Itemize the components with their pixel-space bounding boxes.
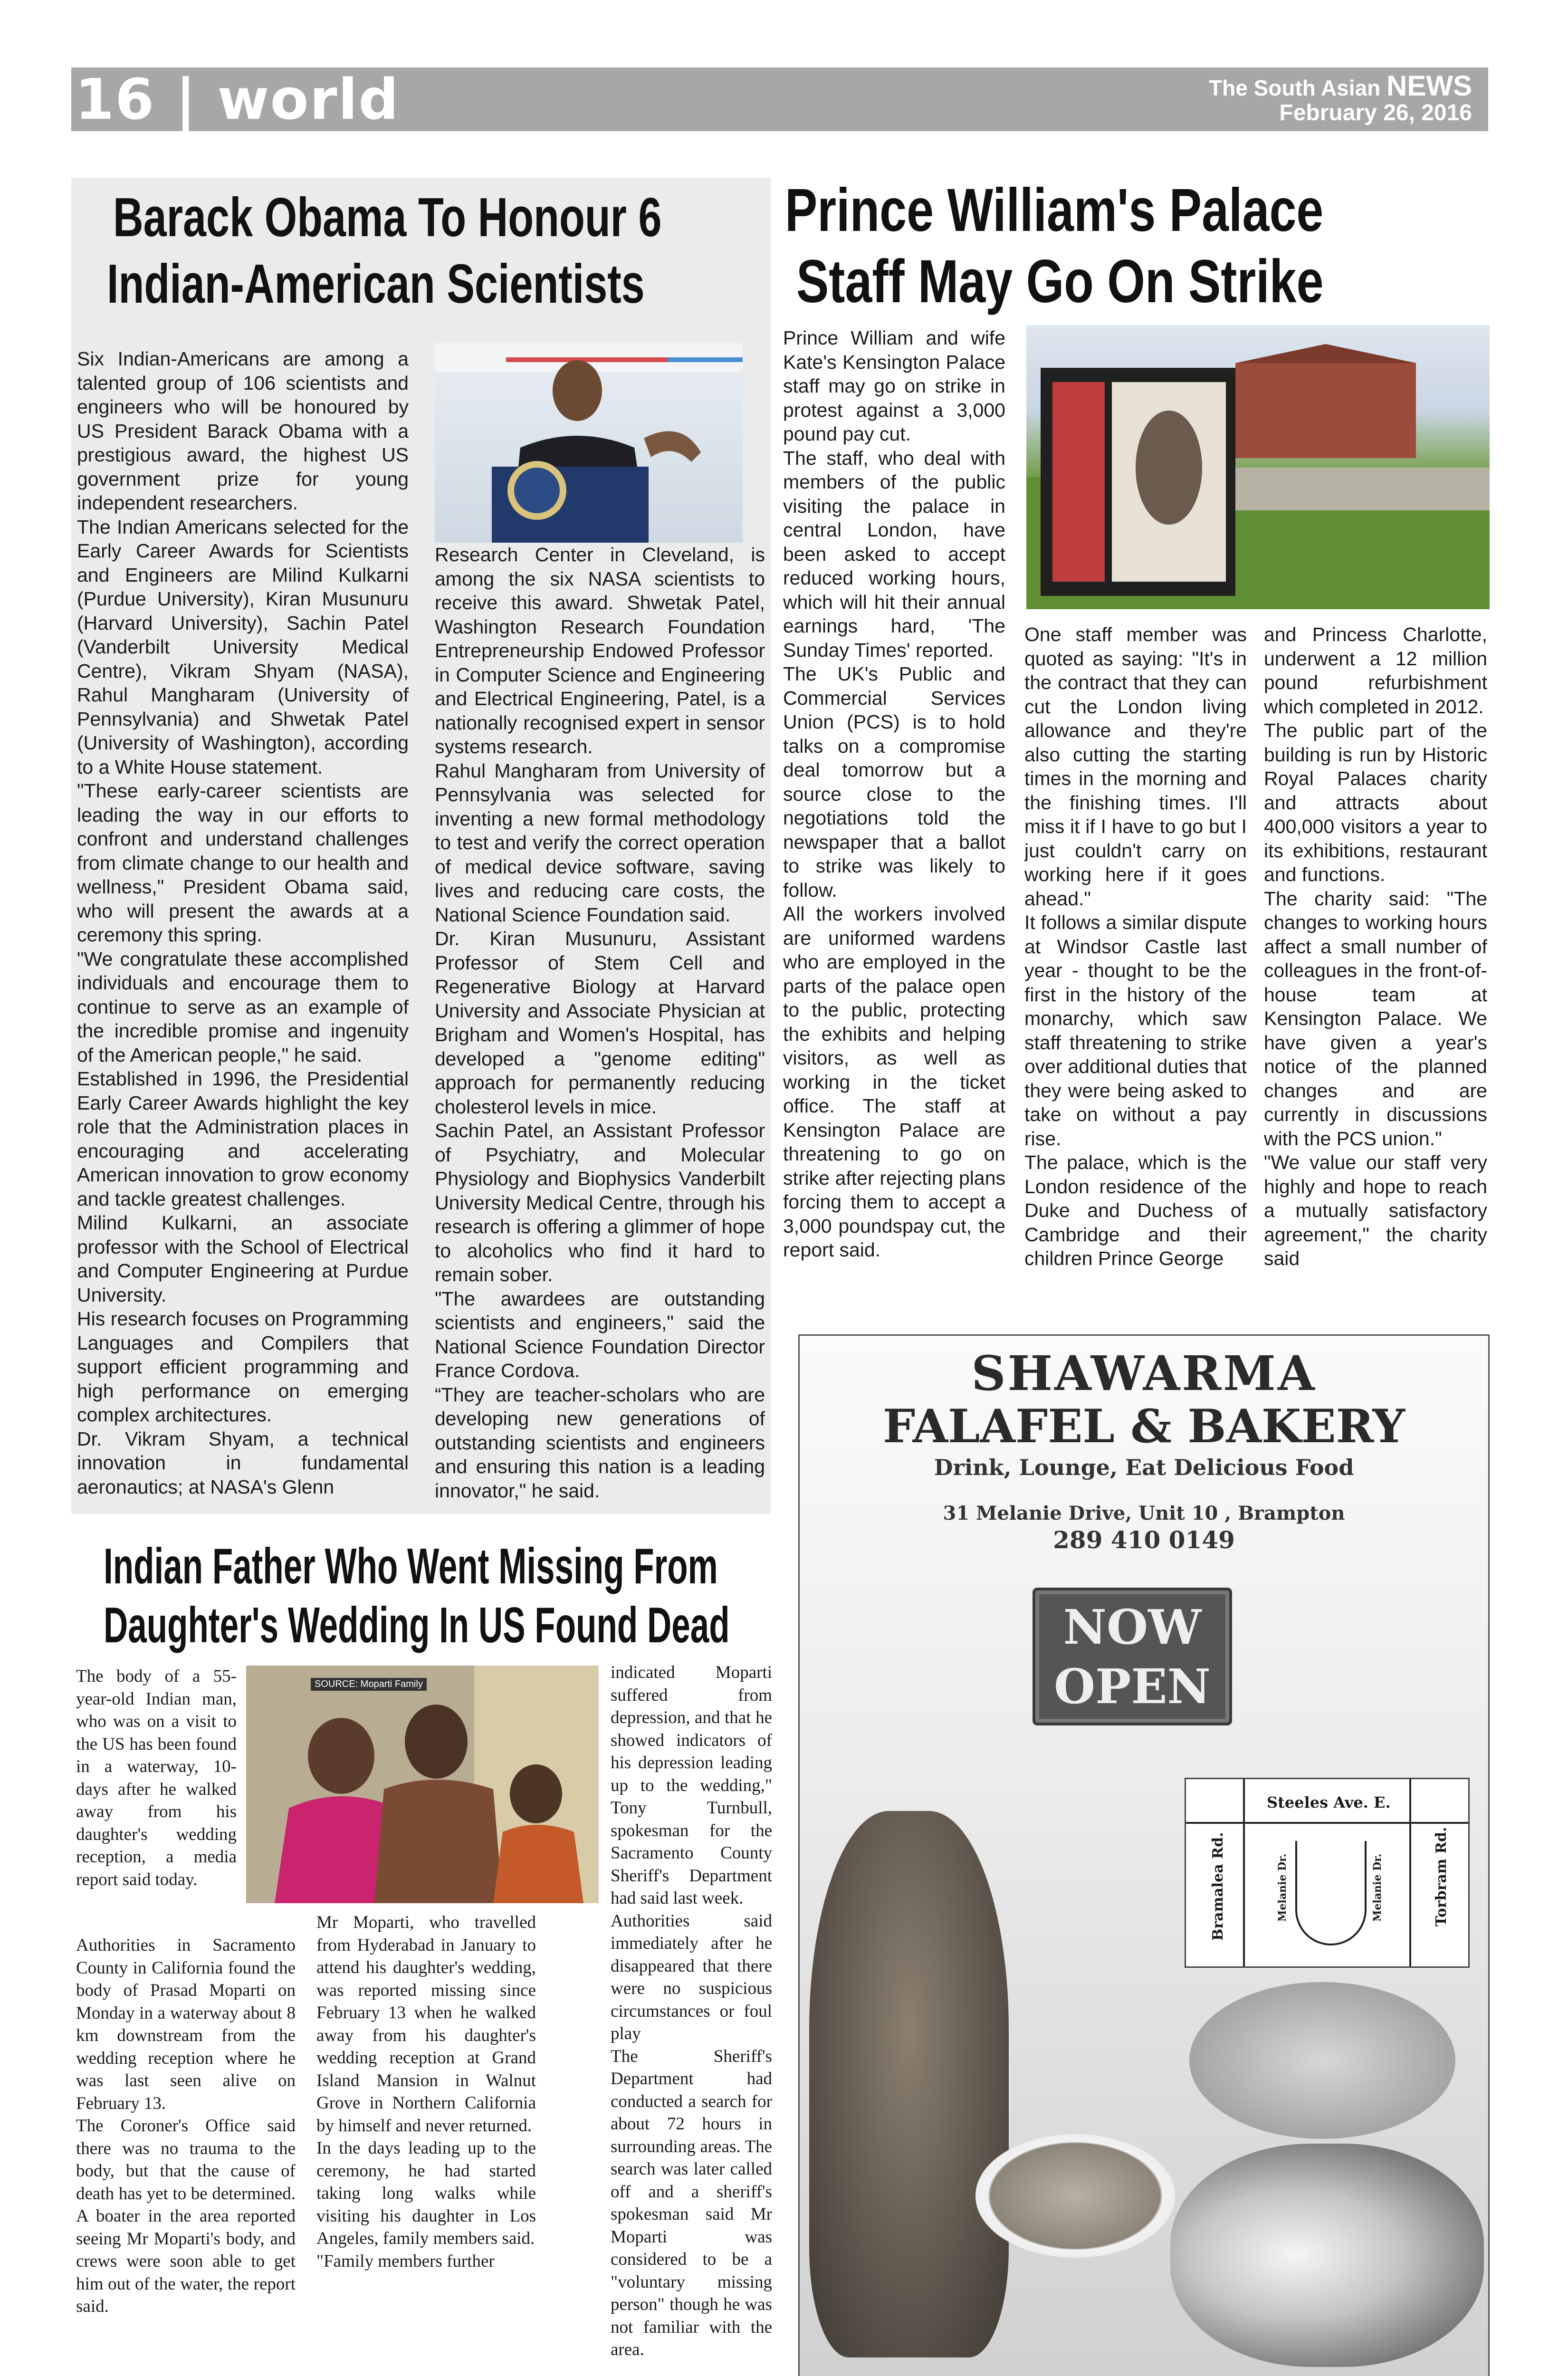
hummus-bowl-image xyxy=(975,2134,1175,2258)
obama-article-col1 xyxy=(77,347,409,1497)
now-text: NOW xyxy=(1063,1599,1202,1655)
kensington-palace-photo xyxy=(1026,325,1490,609)
paragraph: Established in 1996, the Presidential Early Career Awards highlight the key role that the Administration places in encouraging and accelerating American innovation to grow economy and tackle greatest challenges. xyxy=(77,1068,409,1210)
paragraph: The palace, which is the London residence of the Duke and Duchess of Cambridge and their children Prince George xyxy=(1024,1151,1247,1269)
salad-plate-image xyxy=(1170,2144,1484,2367)
paragraph: Authorities said immediately after he disappeared that there were no suspicious circumstances or foul play xyxy=(611,1911,772,2043)
map-label-melanie-1: Melanie Dr. xyxy=(1276,1853,1289,1922)
shawarma-advertisement xyxy=(798,1334,1490,2376)
family-photo-illustration xyxy=(246,1666,599,1903)
paragraph: Prince William and wife Kate's Kensington Palace staff may go on strike in protest against a 3,000 pound pay cut. xyxy=(783,327,1005,445)
paragraph: indicated Moparti suffered from depression, and that he showed indicators of his depression leading up to the wedding," Tony Turnbull, spokesman for the Sacramento County Sheriff's Department had said last week. xyxy=(611,1663,772,1908)
paragraph: The UK's Public and Commercial Services Union (PCS) is to hold talks on a compromise deal tomorrow but a source close to the negotiations told the newspaper that a ballot to strike was likely to follow. xyxy=(783,663,1005,901)
photo-credit: SOURCE: Moparti Family xyxy=(311,1678,427,1691)
page-section-label: 16 | world xyxy=(75,67,400,132)
publication-info xyxy=(1209,70,1472,125)
map-road xyxy=(1409,1779,1411,1966)
paragraph: The Indian Americans selected for the Early Career Awards for Scientists and Engineers are Milind Kulkarni (Purdue University), Kiran Musunuru (Harvard University), Sachin Patel (Vanderbilt University Medical Centre), Vikram Shyam (NASA), Rahul Mangharam (University of Pennsylvania) and Shwetak Patel (University of Washington), according to a White House statement. xyxy=(77,516,409,778)
prince-headline-line2: Staff May Go On Strike xyxy=(796,248,1324,316)
paragraph: Rahul Mangharam from University of Pennsylvania was selected for inventing a new formal methodology to test and verify the correct operation of medical device software, saving lives and reducing care costs, the National Science Foundation said. xyxy=(435,759,765,926)
father-article-col1-bottom xyxy=(76,1934,296,2376)
map-melanie-loop xyxy=(1295,1841,1367,1945)
paragraph: The charity said: "The changes to working hours affect a small number of colleagues in the front-of-house team at Kensington Palace. We have given a year's notice of the planned changes and are currently in discussions with the PCS union." xyxy=(1264,887,1487,1150)
ad-title-line2: FALAFEL & BAKERY xyxy=(883,1399,1405,1453)
publication-name-highlight: NEWS xyxy=(1386,70,1472,102)
paragraph: It follows a similar dispute at Windsor Castle last year - thought to be the first in the history of the monarchy, which saw staff threatening to strike over additional duties that they were being asked to take on without a pay rise. xyxy=(1024,911,1247,1150)
paragraph: and Princess Charlotte, underwent a 12 million pound refurbishment which completed in 2012. xyxy=(1264,623,1487,718)
map-label-torbram: Torbram Rd. xyxy=(1433,1827,1450,1926)
location-map xyxy=(1185,1778,1470,1968)
wrap-plate-image xyxy=(1189,1982,1455,2139)
map-road xyxy=(1186,1822,1468,1824)
paragraph: "Family members further xyxy=(316,2251,495,2271)
moparti-family-photo xyxy=(246,1666,599,1903)
paragraph: The body of a 55-year-old Indian man, who was on a visit to the US has been found in a waterway, 10-days after he walked away from his daughter's wedding reception, a media report said today. xyxy=(76,1667,237,1889)
paragraph: Six Indian-Americans are among a talented group of 106 scientists and engineers who will be honoured by US President Barack Obama with a prestigious award, the highest US government prize for young independent researchers. xyxy=(77,348,409,514)
ad-tagline: Drink, Lounge, Eat Delicious Food xyxy=(934,1455,1354,1480)
page-header xyxy=(71,67,1488,131)
paragraph: Authorities in Sacramento County in California found the body of Prasad Moparti on Monday in a waterway about 8 km downstream from the wedding reception where he was last seen alive on February 13. xyxy=(76,1935,296,2113)
father-article-col1-top xyxy=(76,1665,237,1912)
map-label-melanie-2: Melanie Dr. xyxy=(1371,1853,1384,1922)
paragraph: The public part of the building is run by Historic Royal Palaces charity and attracts about 400,000 visitors a year to its exhibitions, restaurant and functions. xyxy=(1264,719,1487,885)
paragraph: "We congratulate these accomplished individuals and encourage them to continue to serve as an example of the incredible promise and ingenuity of the American people," he said. xyxy=(77,948,409,1066)
paragraph: His research focuses on Programming Languages and Compilers that support efficient programming and high performance on emerging complex architectures. xyxy=(77,1308,409,1426)
palace-photo-illustration xyxy=(1026,325,1490,609)
paragraph: “They are teacher-scholars who are developing new generations of outstanding scientists and engineers and ensuring this nation is a leading innovator," he said. xyxy=(435,1383,765,1502)
paragraph: All the workers involved are uniformed wardens who are employed in the parts of the palace open to the public, protecting the exhibits and helping visitors, as well as working in the ticket office. The staff at Kensington Palace are threatening to go on strike after rejecting plans forcing them to accept a 3,000 poundspay cut, the report said. xyxy=(783,903,1005,1261)
prince-article-col1 xyxy=(783,326,1005,1286)
paragraph: "We value our staff very highly and hope to reach a mutually satisfactory agreement," the charity said xyxy=(1264,1151,1487,1269)
ad-address: 31 Melanie Drive, Unit 10 , Brampton xyxy=(943,1502,1345,1524)
now-open-sign xyxy=(1033,1588,1232,1725)
paragraph: Dr. Vikram Shyam, a technical innovation in fundamental aeronautics; at NASA's Glenn xyxy=(77,1428,409,1497)
paragraph: Milind Kulkarni, an associate professor with the School of Electrical and Computer Engineering at Purdue University. xyxy=(77,1212,409,1306)
map-road xyxy=(1243,1779,1245,1966)
paragraph: Dr. Kiran Musunuru, Assistant Professor of Stem Cell and Regenerative Biology at Harvard University and Associate Physician at Brigham and Women's Hospital, has developed a "genome editing" approach for permanently reducing cholesterol levels in mice. xyxy=(435,928,765,1118)
prince-headline-line1: Prince William's Palace xyxy=(785,176,1324,244)
paragraph: The staff, who deal with members of the public visiting the palace in central London, have been asked to accept reduced working hours, which will hit their annual earnings hard, 'The Sunday Times' reported. xyxy=(783,447,1005,661)
paragraph: In the days leading up to the ceremony, he had started taking long walks while visiting his daughter in Los Angeles, family members said. xyxy=(316,2138,536,2248)
ad-title-line1: SHAWARMA xyxy=(971,1345,1317,1401)
shawarma-spit-image xyxy=(809,1811,1009,2357)
obama-speech-photo xyxy=(435,343,743,543)
prince-article-col2 xyxy=(1024,623,1247,1297)
paragraph: "These early-career scientists are leading the way in our efforts to confront and understand challenges from climate change to our health and wellness," President Obama said, who will present the awards at a ceremony this spring. xyxy=(77,780,409,946)
paragraph: The Sheriff's Department had conducted a search for about 72 hours in surrounding areas. The search was later called off and a sheriff's spokesman said Mr Moparti was considered to be a "voluntary missing person" though he was not familiar with the area. xyxy=(611,2046,772,2359)
paragraph: Research Center in Cleveland, is among the six NASA scientists to receive this award. Shwetak Patel, Washington Research Foundation Entrepreneurship Endowed Professor in Computer Science and Engineering and Electrical Engineering, Patel, is a nationally recognised expert in sensor systems research. xyxy=(435,544,765,757)
prince-article-col3 xyxy=(1264,623,1487,1297)
obama-headline-line1: Barack Obama To Honour 6 xyxy=(113,186,662,248)
father-headline-line2: Daughter's Wedding In US Found Dead xyxy=(104,1597,730,1653)
paragraph: One staff member was quoted as saying: "It's in the contract that they can cut the London living allowance and they're also cutting the starting times in the morning and the finishing times. I'll miss it if I have to go but I just couldn't carry on working here if it goes ahead." xyxy=(1024,623,1247,910)
issue-date: February 26, 2016 xyxy=(1279,100,1472,125)
father-article-col3 xyxy=(611,1661,772,2376)
paragraph: "The awardees are outstanding scientists and engineers," said the National Science Foundation Director France Cordova. xyxy=(435,1287,765,1381)
publication-name: The South Asian xyxy=(1209,76,1386,100)
obama-headline-line2: Indian-American Scientists xyxy=(107,253,645,315)
paragraph: The Coroner's Office said there was no trauma to the body, but that the cause of death has yet to be determined. A boater in the area reported seeing Mr Moparti's body, and crews were soon able to get him out of the water, the report said. xyxy=(76,2116,296,2316)
open-text: OPEN xyxy=(1054,1658,1211,1715)
paragraph: Mr Moparti, who travelled from Hyderabad in January to attend his daughter's wedding, was reported missing since February 13 when he walked away from his daughter's wedding reception at Grand Island Mansion in Walnut Grove in Northern California by himself and never returned. xyxy=(316,1913,536,2136)
map-label-bramalea: Bramalea Rd. xyxy=(1210,1832,1226,1941)
ad-phone: 289 410 0149 xyxy=(1053,1526,1235,1554)
obama-article-col2 xyxy=(435,543,765,1503)
father-article-col2 xyxy=(316,1911,536,2376)
father-headline-line1: Indian Father Who Went Missing From xyxy=(104,1538,718,1594)
map-label-steeles: Steeles Ave. E. xyxy=(1267,1793,1391,1811)
paragraph: Sachin Patel, an Assistant Professor of Psychiatry, and Molecular Physiology and Biophysics Vanderbilt University Medical Centre, through his research is offering a glimmer of hope to alcoholics who find it hard to remain sober. xyxy=(435,1120,765,1285)
obama-photo-illustration xyxy=(435,343,743,543)
